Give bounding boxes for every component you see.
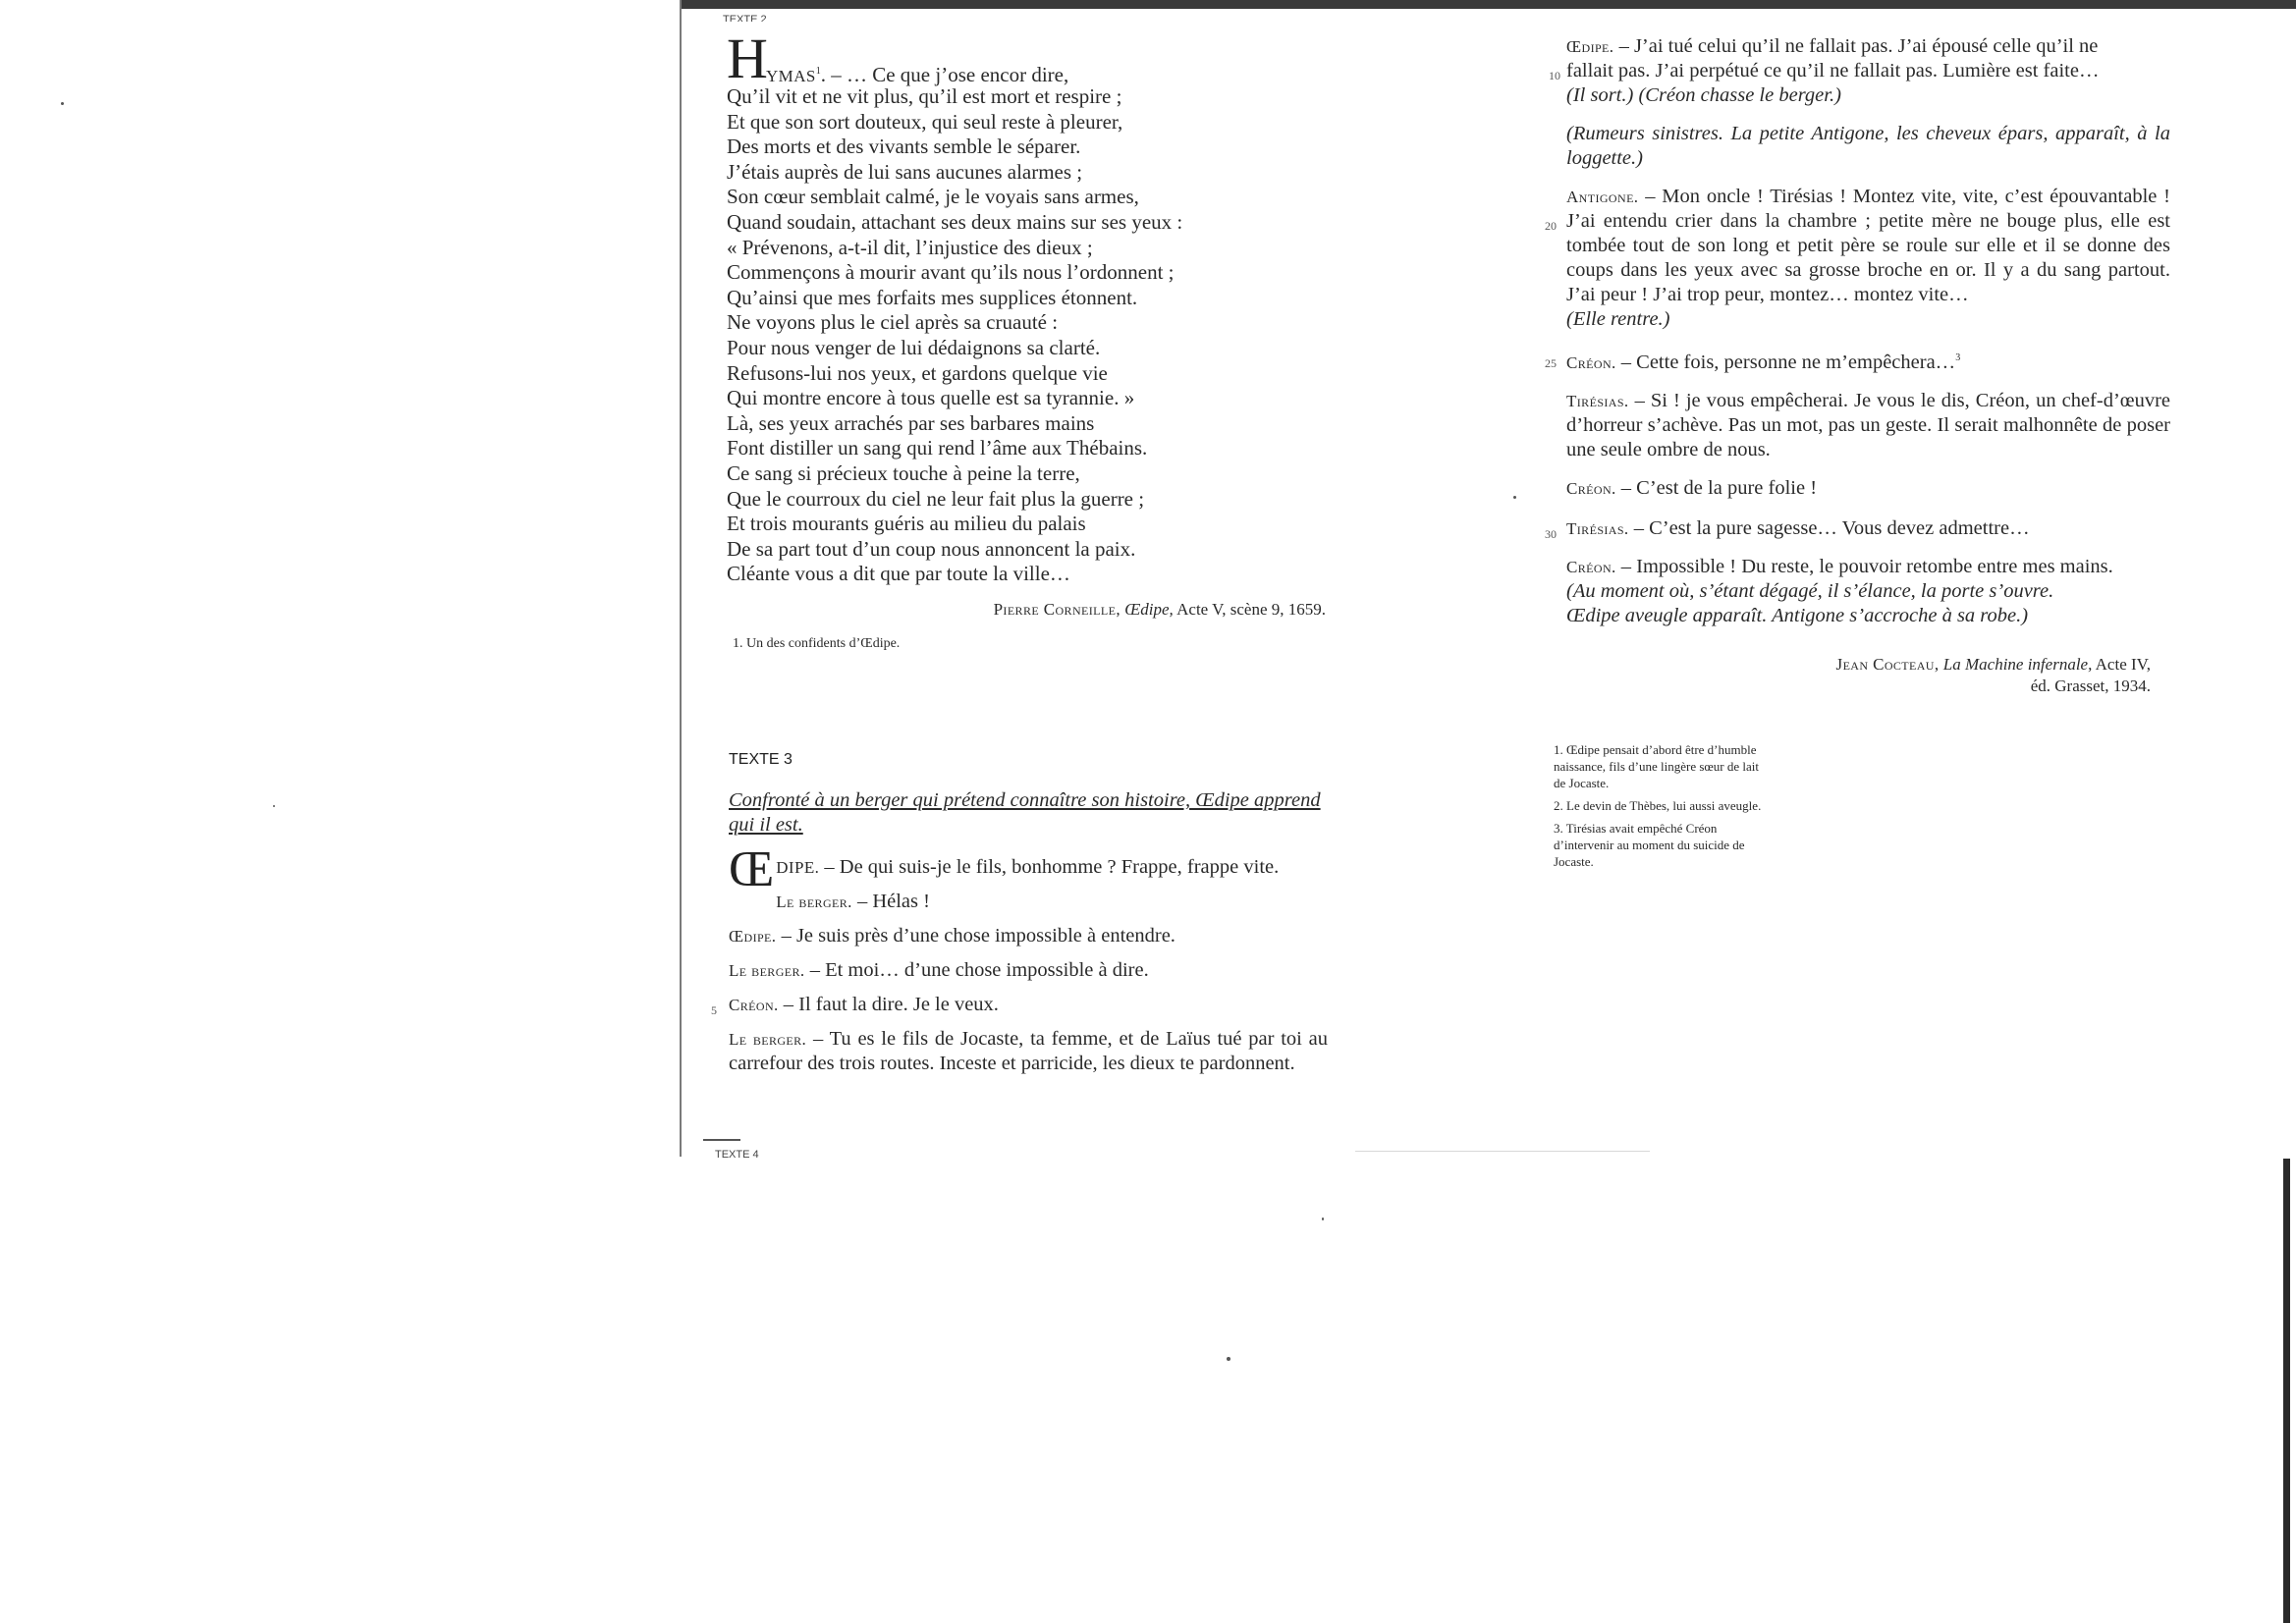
dialogue-exchange bbox=[711, 993, 1328, 1017]
verse-line: Ce sang si précieux touche à peine la terre, bbox=[727, 460, 1080, 485]
verse-line: Là, ses yeux arrachés par ses barbares mains bbox=[727, 410, 1095, 435]
page-mark-top: TEXTE 2 bbox=[723, 14, 767, 22]
texte3 bbox=[711, 751, 1328, 1076]
verse-lines bbox=[727, 84, 1355, 587]
verse-line: Quand soudain, attachant ses deux mains sur ses yeux : bbox=[727, 209, 1183, 234]
cocteau-attribution: Jean Cocteau, La Machine infernale, Acte IV, éd. Grasset, 1934. bbox=[1835, 654, 2151, 695]
scan-top-border bbox=[682, 0, 2296, 9]
verse-line: Et que son sort douteux, qui seul reste à pleurer, bbox=[727, 109, 1123, 134]
line-number: 20 bbox=[1545, 219, 1557, 233]
dust-speck bbox=[273, 805, 275, 807]
dialogue-text: – Il faut la dire. Je le veux. bbox=[778, 994, 999, 1015]
verse-line: Qui montre encore à tous quelle est sa tyrannie. » bbox=[727, 386, 1135, 410]
verse-line: Font distiller un sang qui rend l’âme aux Thébains. bbox=[727, 436, 1148, 460]
dialogue-text: – Tu es le fils de Jocaste, ta femme, et de Laïus tué par toi au carrefour des trois routes. Inceste et parricide, les dieux te pardonnent. bbox=[729, 1028, 1328, 1074]
texte3-label: TEXTE 3 bbox=[729, 751, 793, 768]
texte3-exchanges bbox=[711, 890, 1328, 1076]
footnote: 3. Tirésias avait empêché Créon d’intervenir au moment du suicide de Jocaste. bbox=[1554, 821, 1745, 869]
page-mark-bottom: TEXTE 4 bbox=[715, 1149, 759, 1158]
tiresias-speech-2: Tirésias. – C’est la pure sagesse… Vous devez admettre… 30 bbox=[1566, 516, 2170, 541]
speaker-name: Le berger. bbox=[729, 1030, 807, 1049]
dialogue-text: – Je suis près d’une chose impossible à entendre. bbox=[776, 925, 1175, 947]
texte3-subtitle: Confronté à un berger qui prétend connaître son histoire, Œdipe apprend qui il est. bbox=[729, 789, 1321, 836]
line-number: 25 bbox=[1545, 356, 1557, 370]
speaker-name: Créon. bbox=[729, 996, 779, 1014]
dust-speck bbox=[61, 102, 64, 105]
dialogue-exchange bbox=[729, 890, 1328, 914]
scan-rule bbox=[1355, 1151, 1650, 1152]
oedipe-speech: Œdipe. – J’ai tué celui qu’il ne fallait pas. J’ai épousé celle qu’il ne fallait pas. J’ai perpétué ce qu’il ne fallait pas. Lumière est faite… (Il sort.) (Créon chasse le berger.) 10 bbox=[1549, 35, 2100, 106]
tiresias-speech-1: Tirésias. – Si ! je vous empêcherai. Je vous le dis, Créon, un chef-d’œuvre d’horreur s’achève. Pas un mot, pas un geste. Il serait malhonnête de poser une seule ombre de nous. bbox=[1566, 389, 2170, 460]
dialogue-exchange bbox=[729, 958, 1328, 983]
line-number: 5 bbox=[711, 1003, 717, 1017]
speaker-name: YMAS bbox=[766, 67, 816, 85]
creon-speech-3: Créon. – Impossible ! Du reste, le pouvoir retombe entre mes mains. (Au moment où, s’étant dégagé, il s’élance, la porte s’ouvre. Œdipe aveugle apparaît. Antigone s’accroche à sa robe.) bbox=[1566, 555, 2113, 626]
dropcap: H bbox=[727, 27, 768, 90]
scan-rule bbox=[703, 1139, 740, 1141]
verse-line: Ne voyons plus le ciel après sa cruauté : bbox=[727, 310, 1059, 335]
texte2-footnote: 1. Un des confidents d’Œdipe. bbox=[733, 636, 901, 652]
verse-line: Son cœur semblait calmé, je le voyais sans armes, bbox=[727, 185, 1139, 209]
dropcap: Œ bbox=[729, 841, 775, 897]
dust-speck bbox=[1322, 1217, 1324, 1220]
cocteau-footnotes bbox=[1554, 741, 1765, 876]
dialogue-exchange bbox=[729, 924, 1328, 948]
verse-line: Refusons-lui nos yeux, et gardons quelque vie bbox=[727, 360, 1108, 385]
verse-line: « Prévenons, a-t-il dit, l’injustice des dieux ; bbox=[727, 235, 1093, 259]
dialogue-text: – Hélas ! bbox=[851, 891, 930, 912]
verse-line: Qu’ainsi que mes forfaits mes supplices étonnent. bbox=[727, 285, 1138, 309]
verse-text: . – … Ce que j’ose encor dire, bbox=[820, 63, 1069, 86]
footnote-ref: 1 bbox=[815, 66, 821, 77]
texte2-verse bbox=[727, 27, 1355, 653]
verse-line: Que le courroux du ciel ne leur fait plus la guerre ; bbox=[727, 486, 1145, 511]
line-number: 30 bbox=[1545, 526, 1557, 541]
creon-speech-1: Créon. – Cette fois, personne ne m’empêchera…$^3$ 25 bbox=[1566, 346, 2170, 375]
dust-speck bbox=[1513, 496, 1516, 499]
scan-right-border bbox=[2283, 1159, 2290, 1623]
line-number: 10 bbox=[1549, 69, 1560, 82]
footnote: 2. Le devin de Thèbes, lui aussi aveugle. bbox=[1554, 798, 1762, 813]
texte3-first-exchange: ŒDIPE. – De qui suis-je le fils, bonhomme ? Frappe, frappe vite. bbox=[729, 841, 1280, 897]
dialogue-exchange bbox=[729, 1027, 1328, 1076]
speaker-name: Œdipe. bbox=[729, 927, 777, 946]
speaker-name: DIPE. bbox=[776, 858, 820, 877]
verse-line: J’étais auprès de lui sans aucunes alarmes ; bbox=[727, 159, 1083, 184]
dust-speck bbox=[1227, 1357, 1230, 1361]
texte2-attribution: Pierre Corneille, Œdipe, Acte V, scène 9, 1659. bbox=[993, 599, 1326, 619]
verse-line: De sa part tout d’un coup nous annoncent la paix. bbox=[727, 536, 1136, 561]
cocteau-column bbox=[1545, 34, 2170, 697]
stage-direction: (Rumeurs sinistres. La petite Antigone, les cheveux épars, apparaît, à la loggette.) bbox=[1566, 123, 2170, 169]
speaker-name: Le berger. bbox=[776, 893, 852, 911]
verse-line: Des morts et des vivants semble le séparer. bbox=[727, 135, 1081, 159]
verse-line: Qu’il vit et ne vit plus, qu’il est mort et respire ; bbox=[727, 84, 1122, 108]
verse-line: Cléante vous a dit que par toute la ville… bbox=[727, 562, 1070, 586]
scan-left-border bbox=[680, 0, 682, 1157]
speaker-name: Le berger. bbox=[729, 961, 805, 980]
verse-line: Et trois mourants guéris au milieu du palais bbox=[727, 512, 1086, 536]
verse-line: Pour nous venger de lui dédaignons sa clarté. bbox=[727, 335, 1101, 359]
texte2-first-line bbox=[727, 27, 1355, 90]
creon-speech-2: Créon. – C’est de la pure folie ! bbox=[1566, 476, 1818, 499]
verse-line: Commençons à mourir avant qu’ils nous l’ordonnent ; bbox=[727, 260, 1175, 285]
dialogue-text: – Et moi… d’une chose impossible à dire. bbox=[804, 959, 1149, 981]
antigone-speech: Antigone. – Mon oncle ! Tirésias ! Montez vite, vite, c’est épouvantable ! J’ai entendu crier dans la chambre ; petite mère ne bouge plus, elle est tombée tout de son long et petit père se roule sur elle et il se donne des coups dans les yeux avec sa grosse broche en or. Il y a du sang partout. J’ai peur ! J’ai trop peur, montez… montez vite… (Elle rentre.) 20 bbox=[1545, 186, 2170, 330]
footnote: 1. Œdipe pensait d’abord être d’humble naissance, fils d’une lingère sœur de lait de Jocaste. bbox=[1554, 742, 1760, 790]
